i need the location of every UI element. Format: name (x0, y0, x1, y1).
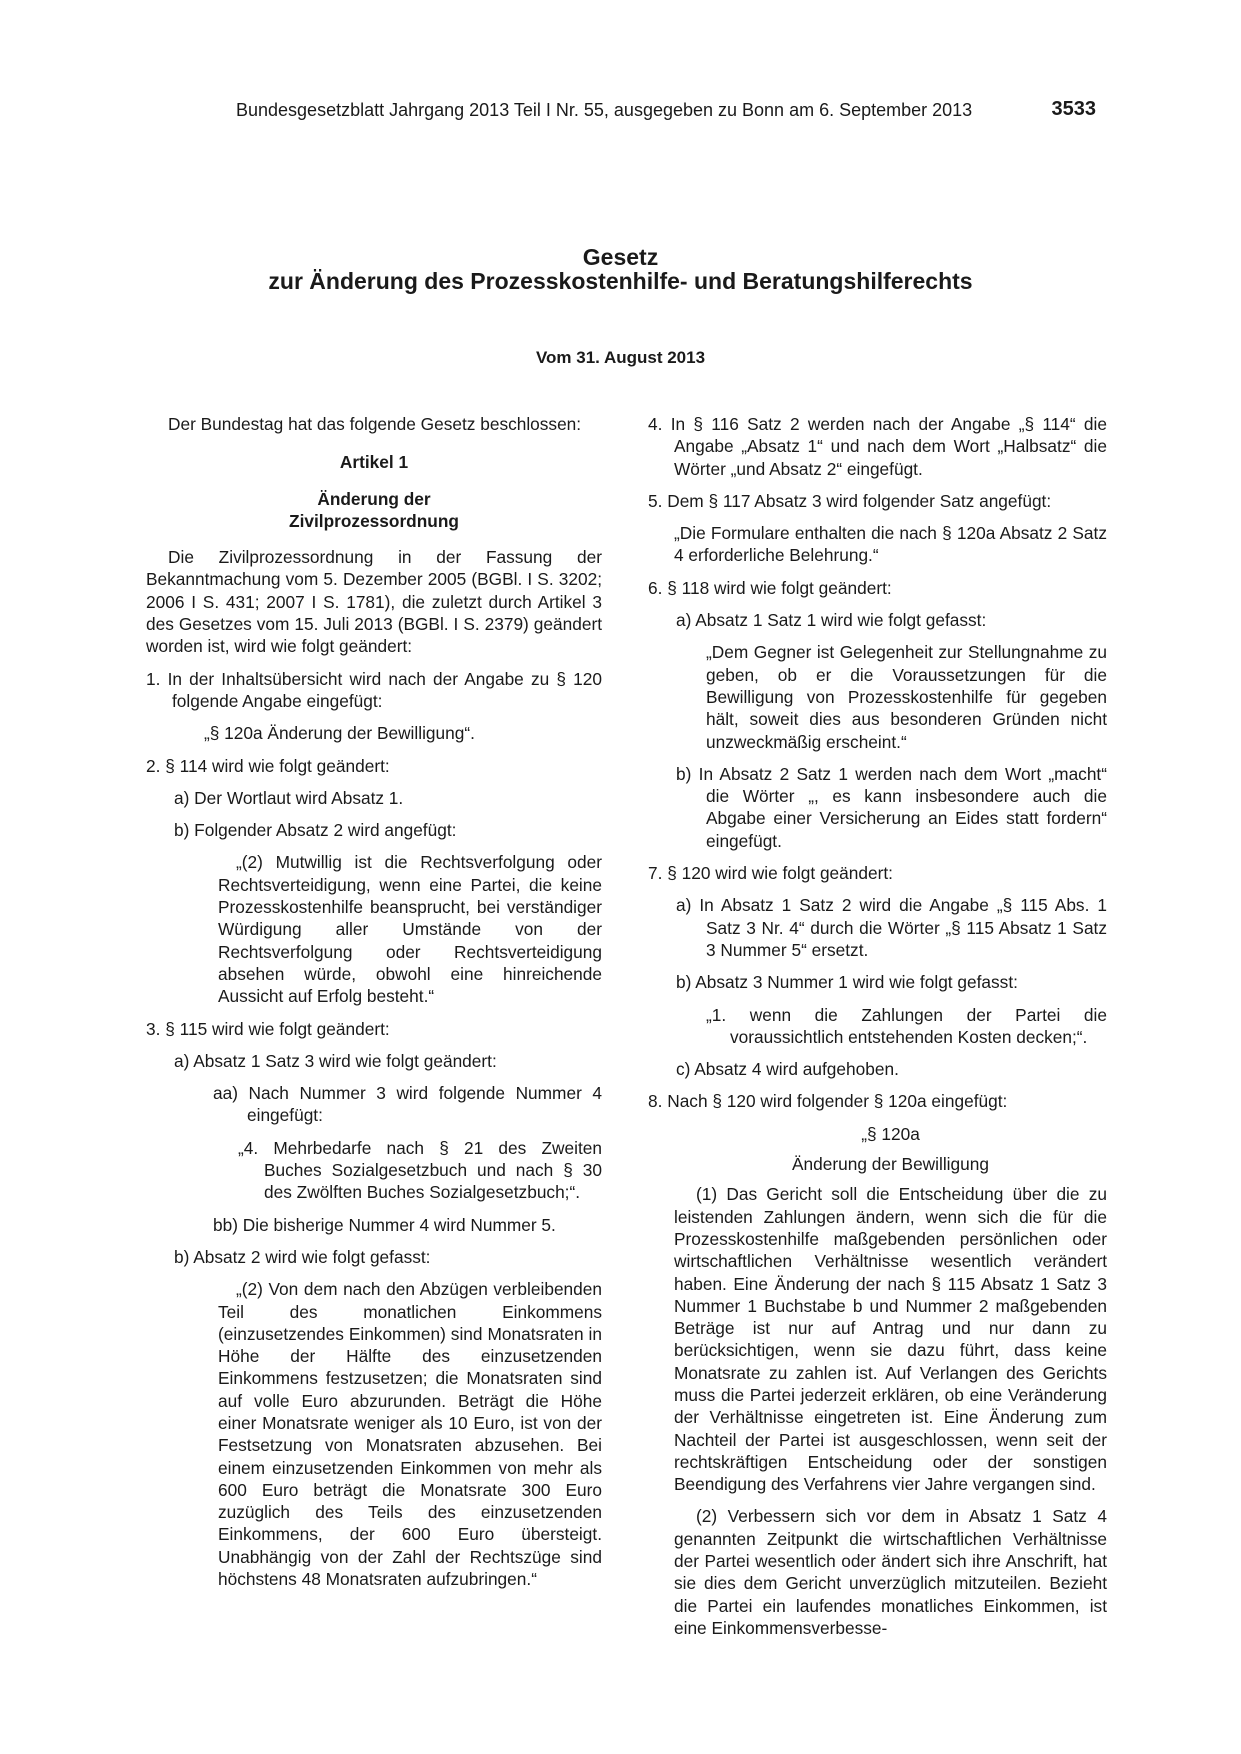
right-column (648, 413, 1107, 1649)
item-7b: b) Absatz 3 Nummer 1 wird wie folgt gefasst: (676, 972, 1018, 993)
item-3a: a) Absatz 1 Satz 3 wird wie folgt geändert: (174, 1050, 497, 1071)
section-120a-para-2: (2) Verbessern sich vor dem in Absatz 1 Satz 4 genannten Zeitpunkt die wirtschaftlichen Verhältnisse der Partei wesentlich oder ändert sich ihre Anschrift, hat sie dies dem Gericht unverzüglich mitzuteilen. Bezieht die Partei ein laufendes monatliches Einkommen, ist eine Einkommensverbesse- (674, 1506, 1107, 1638)
item-3b-quote: „(2) Von dem nach den Abzügen verbleibenden Teil des monatlichen Einkommens (einzusetzendes Einkommen) sind Monatsraten in Höhe der Hälfte des einzusetzenden Einkommens festzusetzen; die Monatsraten sind auf volle Euro abzurunden. Beträgt die Höhe einer Monatsrate weniger als 10 Euro, ist von der Festsetzung von Monatsraten abzusehen. Bei einem einzusetzenden Einkommen von mehr als 600 Euro beträgt die Monatsrate 300 Euro zuzüglich des Teils des einzusetzenden Einkommens, der 600 Euro übersteigt. Unabhängig von der Zahl der Rechtszüge sind höchstens 48 Monatsraten aufzubringen.“ (218, 1279, 602, 1590)
item-5-quote: „Die Formulare enthalten die nach § 120a Absatz 2 Satz 4 erforderliche Belehrung.“ (674, 523, 1107, 566)
item-3: 3. § 115 wird wie folgt geändert: (146, 1018, 390, 1039)
item-7: 7. § 120 wird wie folgt geändert: (648, 863, 893, 884)
item-3a-bb: bb) Die bisherige Nummer 4 wird Nummer 5. (213, 1214, 556, 1235)
item-7c: c) Absatz 4 wird aufgehoben. (676, 1059, 899, 1080)
item-3b: b) Absatz 2 wird wie folgt gefasst: (174, 1246, 431, 1267)
page-number: 3533 (1051, 98, 1096, 120)
item-7b-quote: „1. wenn die Zahlungen der Partei die voraussichtlich entstehenden Kosten decken;“. (706, 1004, 1107, 1047)
item-3a-aa-quote: „4. Mehrbedarfe nach § 21 des Zweiten Buches Sozialgesetzbuch und nach § 30 des Zwölften Buches Sozialgesetzbuch;“. (238, 1137, 602, 1203)
header-citation: Bundesgesetzblatt Jahrgang 2013 Teil I Nr. 55, ausgegeben zu Bonn am 6. September 2013 (236, 100, 973, 120)
item-5: 5. Dem § 117 Absatz 3 wird folgender Satz angefügt: (648, 490, 1052, 511)
item-2: 2. § 114 wird wie folgt geändert: (146, 755, 390, 776)
item-2b-quote: „(2) Mutwillig ist die Rechtsverfolgung oder Rechtsverteidigung, wenn eine Partei, die keine Prozesskostenhilfe beansprucht, bei verständiger Würdigung aller Umstände von der Rechtsverfolgung oder Rechtsverteidigung absehen würde, obwohl eine hinreichende Aussicht auf Erfolg besteht.“ (218, 852, 602, 1007)
item-8: 8. Nach § 120 wird folgender § 120a eingefügt: (648, 1091, 1008, 1112)
law-subtitle: zur Änderung des Prozesskostenhilfe- und Beratungshilferechts (268, 268, 973, 294)
item-2b: b) Folgender Absatz 2 wird angefügt: (174, 820, 457, 841)
running-header (236, 100, 1096, 121)
left-column (146, 413, 602, 1600)
item-6a: a) Absatz 1 Satz 1 wird wie folgt gefasst: (676, 610, 987, 631)
article-title-line1: Änderung der (317, 488, 431, 509)
item-3a-aa: aa) Nach Nummer 3 wird folgende Nummer 4 eingefügt: (213, 1083, 602, 1126)
article-heading: Artikel 1 (339, 452, 409, 473)
item-4: 4. In § 116 Satz 2 werden nach der Angabe „§ 114“ die Angabe „Absatz 1“ und nach dem Wort „Halbsatz“ die Wörter „und Absatz 2“ eingefügt. (648, 414, 1107, 479)
section-120a-para-1: (1) Das Gericht soll die Entscheidung über die zu leistenden Zahlungen ändern, wenn sich die für die Prozesskostenhilfe maßgebenden persönlichen oder wirtschaftlichen Verhältnisse wesentlich verändert haben. Eine Änderung der nach § 115 Absatz 1 Satz 3 Nummer 1 Buchstabe b und Nummer 2 maßgebenden Beträge ist nur auf Antrag und nur dann zu berücksichtigen, wenn sie dazu führt, dass keine Monatsrate zu zahlen ist. Auf Verlangen des Gerichts muss die Partei jederzeit erklären, ob eine Veränderung der Verhältnisse eingetreten ist. Eine Änderung zum Nachteil der Partei ist ausgeschlossen, wenn seit der rechtskräftigen Entscheidung oder der sonstigen Beendigung des Verfahrens vier Jahre vergangen sind. (674, 1184, 1107, 1495)
section-120a-title: Änderung der Bewilligung (792, 1154, 989, 1175)
item-6a-quote: „Dem Gegner ist Gelegenheit zur Stellungnahme zu geben, ob er die Voraussetzungen für die Bewilligung von Prozesskostenhilfe für gegeben hält, soweit dies aus besonderen Gründen nicht unzweckmäßig erscheint.“ (706, 642, 1107, 752)
item-1-quote: „§ 120a Änderung der Bewilligung“. (204, 723, 475, 744)
item-1: 1. In der Inhaltsübersicht wird nach der Angabe zu § 120 folgende Angabe eingefügt: (146, 668, 602, 711)
intro-paragraph: Die Zivilprozessordnung in der Fassung der Bekanntmachung vom 5. Dezember 2005 (BGBl. I S. 3202; 2006 I S. 431; 2007 I S. 1781), die zuletzt durch Artikel 3 des Gesetzes vom 15. Juli 2013 (BGBl. I S. 2379) geändert worden ist, wird wie folgt geändert: (146, 547, 602, 657)
item-7a: a) In Absatz 1 Satz 2 wird die Angabe „§ 115 Abs. 1 Satz 3 Nr. 4“ durch die Wörter „§ 115 Absatz 1 Satz 3 Nummer 5“ ersetzt. (676, 895, 1107, 960)
preamble: Der Bundestag hat das folgende Gesetz beschlossen: (168, 414, 582, 434)
item-2a: a) Der Wortlaut wird Absatz 1. (174, 787, 404, 808)
article-title-line2: Zivilprozessordnung (289, 510, 459, 531)
law-title: Gesetz (582, 244, 659, 270)
law-date: Vom 31. August 2013 (535, 348, 706, 367)
item-6b: b) In Absatz 2 Satz 1 werden nach dem Wort „macht“ die Wörter „, es kann insbesondere auch die Abgabe einer Versicherung an Eides statt fordern“ eingefügt. (676, 763, 1107, 851)
item-6: 6. § 118 wird wie folgt geändert: (648, 577, 892, 598)
section-120a-number: „§ 120a (861, 1123, 920, 1144)
